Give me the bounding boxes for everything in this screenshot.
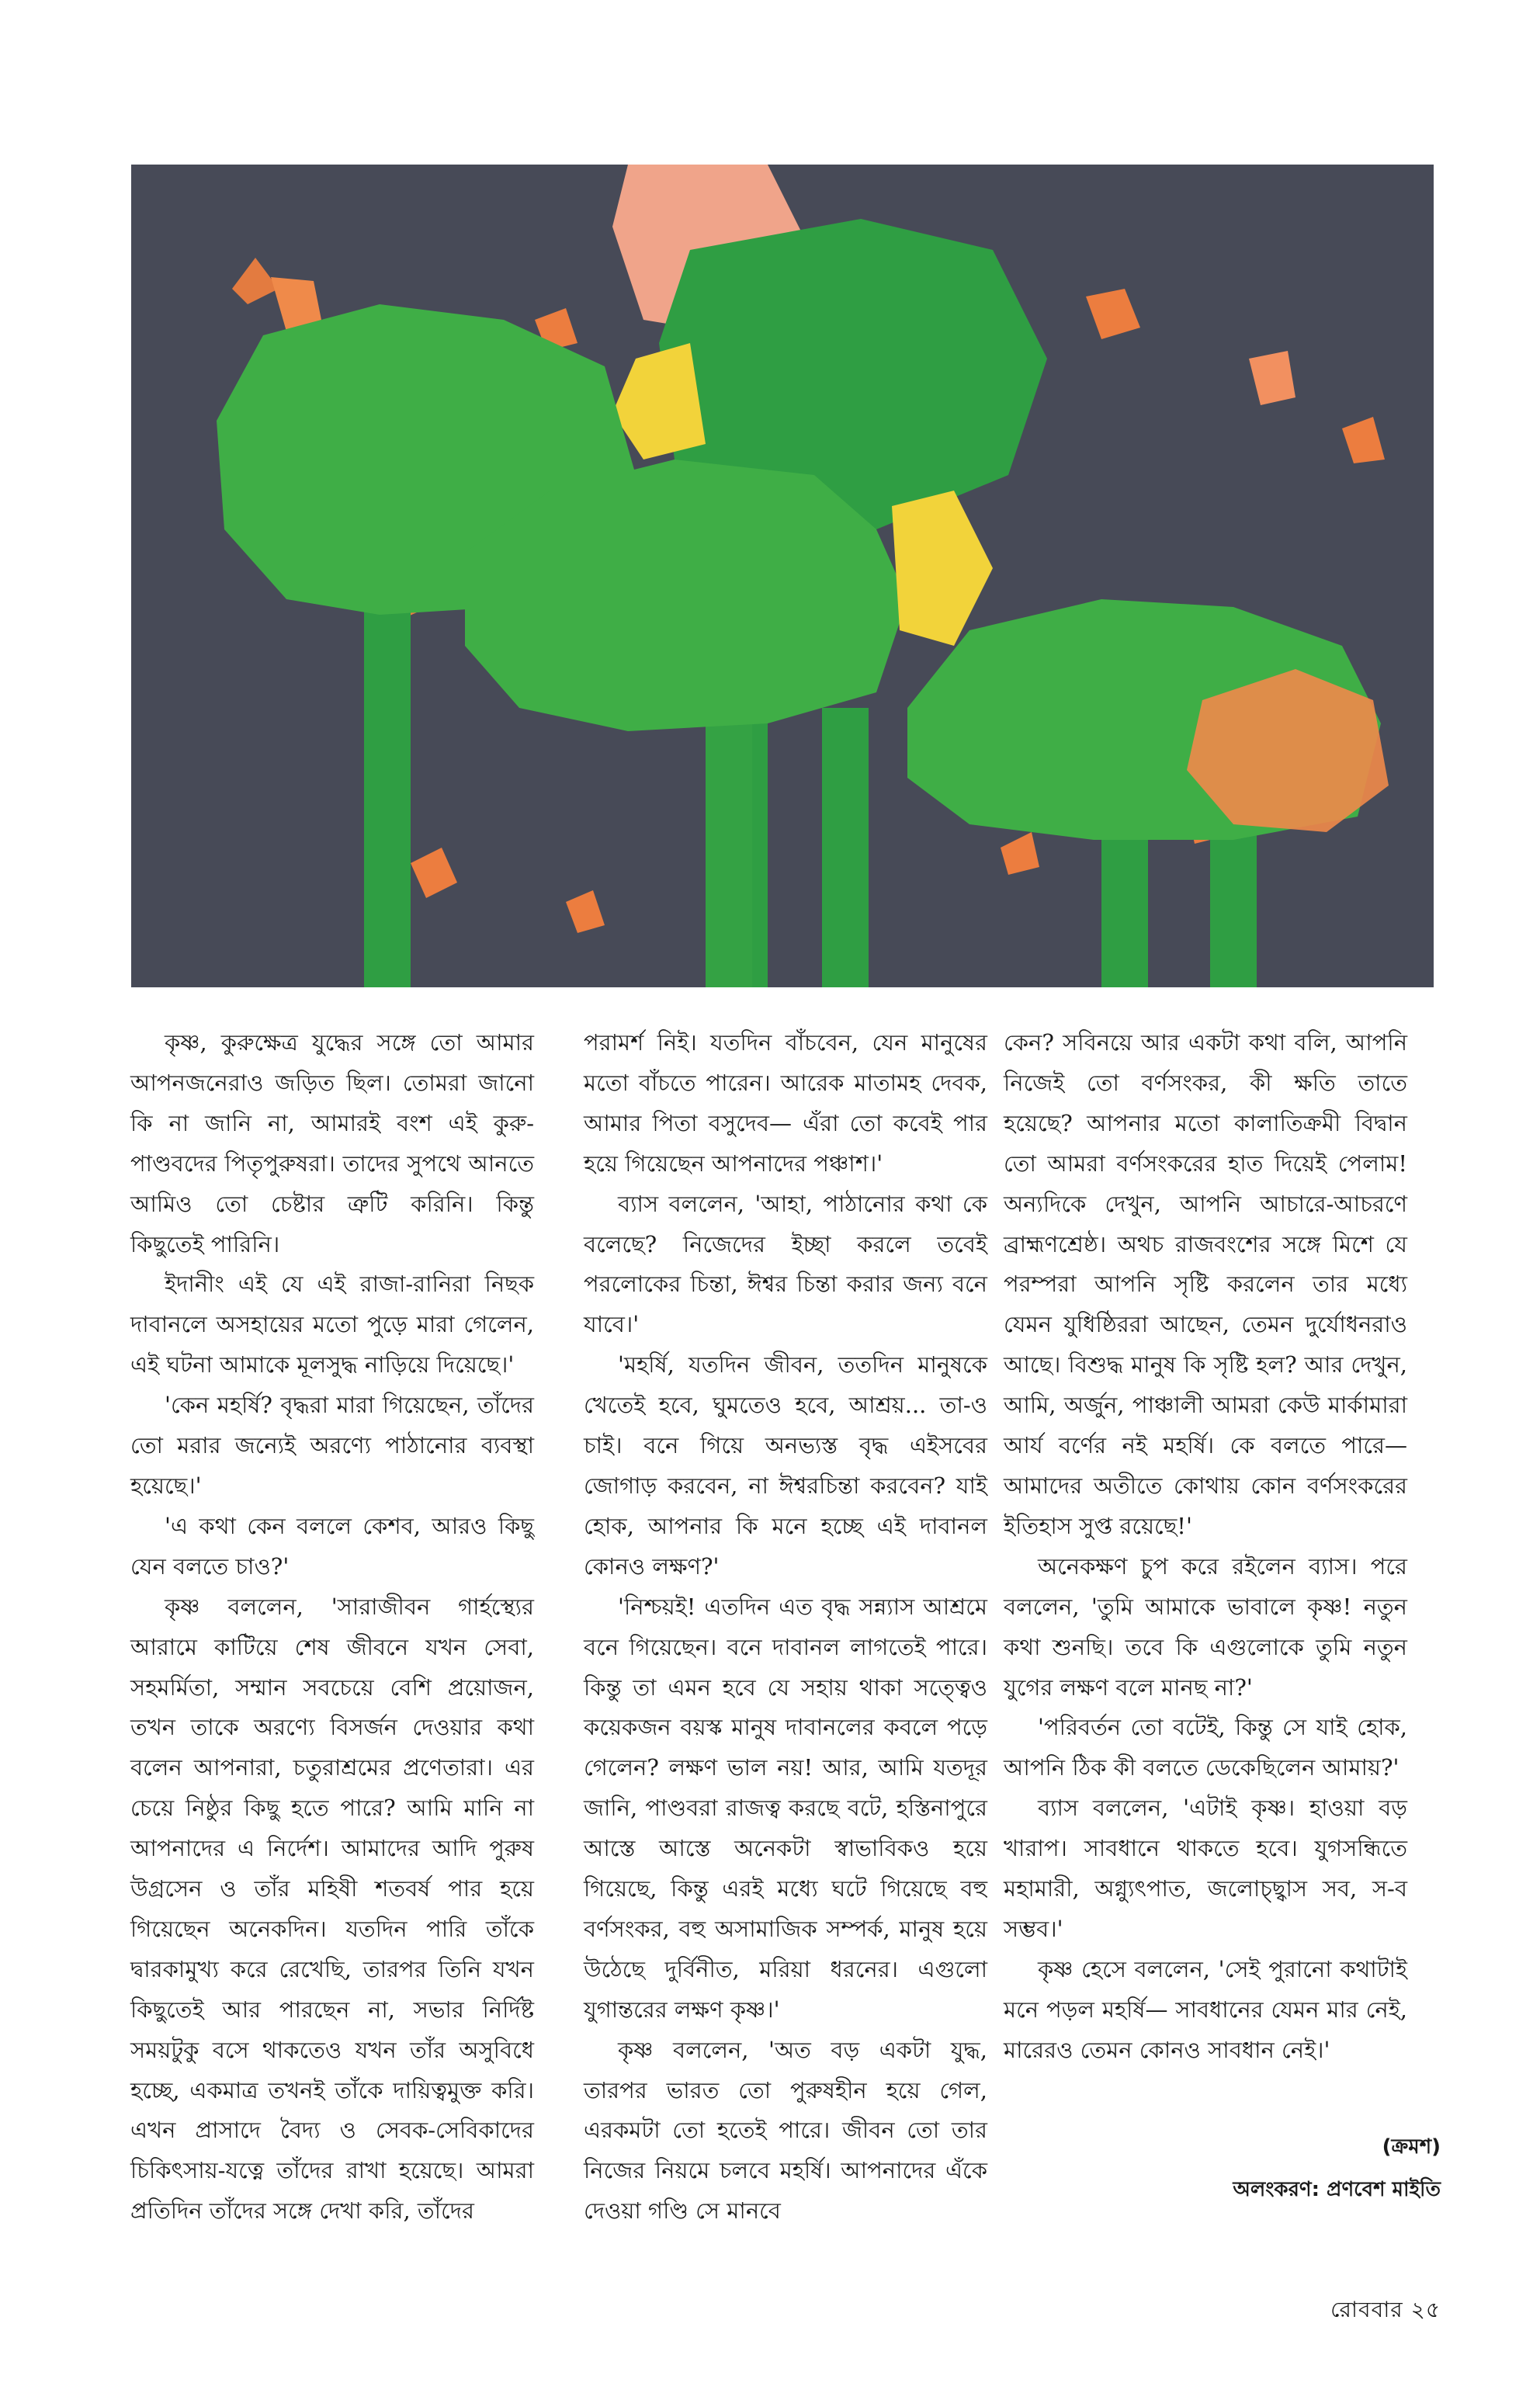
- article-body: [130, 1023, 1441, 2225]
- illustration-credit: অলংকরণ: প্রণবেশ মাইতি: [1233, 2178, 1441, 2201]
- paragraph: 'কেন মহর্ষি? বৃদ্ধরা মারা গিয়েছেন, তাঁদের তো মরার জন্যেই অরণ্যে পাঠানোর ব্যবস্থা হয়েছে।': [130, 1392, 534, 1499]
- orange-fragment: [1001, 832, 1039, 875]
- serial-continuation-note: (ক্রমশ): [1382, 2135, 1441, 2159]
- paragraph: ইদানীং এই যে এই রাজা-রানিরা নিছক দাবানলে অসহায়ের মতো পুড়ে মারা গেলেন, এই ঘটনা আমাকে মূলসুদ্ধ নাড়িয়ে দিয়েছে।': [130, 1271, 534, 1379]
- paragraph: কৃষ্ণ, কুরুক্ষেত্র যুদ্ধের সঙ্গে তো আমার আপনজনেরাও জড়িত ছিল। তোমরা জানো কি না জানি না, আমারই বংশ এই কুরু-পাণ্ডবদের পিতৃপুরুষরা। তাদের সুপথে আনতে আমিও তো চেষ্টার ত্রুটি করিনি। কিন্তু কিছুতেই পারিনি।: [130, 1029, 534, 1257]
- paragraph: কেন? সবিনয়ে আর একটা কথা বলি, আপনি নিজেই তো বর্ণসংকর, কী ক্ষতি তাতে হয়েছে? আপনার মতো কালাতিক্রমী বিদ্বান তো আমরা বর্ণসংকরের হাত দিয়েই পেলাম! অন্যদিকে দেখুন, আপনি আচারে-আচরণে ব্রাহ্মণশ্রেষ্ঠ। অথচ রাজবংশের সঙ্গে মিশে যে পরম্পরা আপনি সৃষ্টি করলেন তার মধ্যে যেমন যুধিষ্ঠিররা আছেন, তেমন দুর্যোধনরাও আছে। বিশুদ্ধ মানুষ কি সৃষ্টি হল? আর দেখুন, আমি, অর্জুন, পাঞ্চালী আমরা কেউ মার্কামারা আর্য বর্ণের নই মহর্ষি। কে বলতে পারে— আমাদের অতীতে কোথায় কোন বর্ণসংকরের ইতিহাস সুপ্ত রয়েছে!': [1004, 1029, 1407, 1539]
- paragraph: 'এ কথা কেন বললে কেশব, আরও কিছু যেন বলতে চাও?': [130, 1512, 534, 1580]
- illustration-artwork: [131, 165, 1434, 987]
- paragraph: কৃষ্ণ বললেন, 'সারাজীবন গার্হস্থ্যের আরামে কাটিয়ে শেষ জীবনে যখন সেবা, সহমর্মিতা, সম্মান সবচেয়ে বেশি প্রয়োজন, তখন তাকে অরণ্যে বিসর্জন দেওয়ার কথা বলেন আপনারা, চতুরাশ্রমের প্রণেতারা। এর চেয়ে নিষ্ঠুর কিছু হতে পারে? আমি মানি না আপনাদের এ নির্দেশ। আমাদের আদি পুরুষ উগ্রসেন ও তাঁর মহিষী শতবর্ষ পার হয়ে গিয়েছেন অনেকদিন। যতদিন পারি তাঁকে দ্বারকামুখ্য করে রেখেছি, তারপর তিনি যখন কিছুতেই আর পারছেন না, সভার নির্দিষ্ট সময়টুকু বসে থাকতেও যখন তাঁর অসুবিধে হচ্ছে, একমাত্র তখনই তাঁকে দায়িত্বমুক্ত করি। এখন প্রাসাদে বৈদ্য ও সেবক-সেবিকাদের চিকিৎসায়-যত্নে তাঁদের রাখা হয়েছে। আমরা প্রতিদিন তাঁদের সঙ্গে দেখা করি, তাঁদের: [130, 1593, 534, 2225]
- paragraph: অনেকক্ষণ চুপ করে রইলেন ব্যাস। পরে বললেন, 'তুমি আমাকে ভাবালে কৃষ্ণ! নতুন কথা শুনছি। তবে কি এগুলোকে তুমি নতুন যুগের লক্ষণ বলে মানছ না?': [1004, 1552, 1407, 1701]
- page-folio: রোববার ২৫: [1330, 2297, 1441, 2322]
- paragraph: কৃষ্ণ হেসে বললেন, 'সেই পুরানো কথাটাই মনে পড়ল মহর্ষি— সাবধানের যেমন মার নেই, মারেরও তেমন কোনও সাবধান নেই।': [1004, 1955, 1407, 2063]
- yellow-patch: [612, 343, 706, 460]
- paragraph: 'নিশ্চয়ই! এতদিন এত বৃদ্ধ সন্ন্যাস আশ্রমে বনে গিয়েছেন। বনে দাবানল লাগতেই পারে। কিন্তু তা এমন হবে যে সহায় থাকা সত্ত্বেও কয়েকজন বয়স্ক মানুষ দাবানলের কবলে পড়ে গেলেন? লক্ষণ ভাল নয়! আর, আমি যতদূর জানি, পাণ্ডবরা রাজত্ব করছে বটে, হস্তিনাপুরে আস্তে আস্তে অনেকটা স্বাভাবিকও হয়ে গিয়েছে, কিন্তু এরই মধ্যে ঘটে গিয়েছে বহু বর্ণসংকর, বহু অসামাজিক সম্পর্ক, মানুষ হয়ে উঠেছে দুর্বিনীত, মরিয়া ধরনের। এগুলো যুগান্তরের লক্ষণ কৃষ্ণ।': [584, 1593, 987, 2023]
- tree-trunk: [822, 708, 869, 987]
- orange-fragment: [1249, 351, 1295, 405]
- tree-trunk: [364, 599, 411, 987]
- article-column-1: [130, 1023, 534, 2232]
- paragraph: 'পরিবর্তন তো বটেই, কিন্তু সে যাই হোক, আপনি ঠিক কী বলতে ডেকেছিলেন আমায়?': [1004, 1714, 1407, 1781]
- orange-fragment: [1342, 417, 1385, 463]
- paragraph: ব্যাস বললেন, 'আহা, পাঠানোর কথা কে বলেছে? নিজেদের ইচ্ছা করলে তবেই পরলোকের চিন্তা, ঈশ্বর চিন্তা করার জন্য বনে যাবে।': [584, 1190, 987, 1338]
- orange-fragment: [411, 848, 457, 898]
- paper-collage-trees: [131, 165, 1434, 987]
- orange-fragment: [1086, 289, 1140, 339]
- paragraph: কৃষ্ণ বললেন, 'অত বড় একটা যুদ্ধ, তারপর ভারত তো পুরুষহীন হয়ে গেল, এরকমটা তো হতেই পারে। জীবন তো তার নিজের নিয়মে চলবে মহর্ষি। আপনাদের এঁকে দেওয়া গণ্ডি সে মানবে: [584, 2036, 987, 2225]
- yellow-patch: [892, 491, 993, 646]
- orange-fragment: [566, 890, 605, 933]
- article-column-3: [1004, 1023, 1407, 2071]
- tree-trunk: [706, 708, 752, 987]
- article-column-2: [584, 1023, 987, 2232]
- paragraph: পরামর্শ নিই। যতদিন বাঁচবেন, যেন মানুষের মতো বাঁচতে পারেন। আরেক মাতামহ দেবক, আমার পিতা বসুদেব— এঁরা তো কবেই পার হয়ে গিয়েছেন আপনাদের পঞ্চাশ।': [584, 1029, 987, 1177]
- orange-fragment: [232, 258, 279, 304]
- paragraph: ব্যাস বললেন, 'এটাই কৃষ্ণ। হাওয়া বড় খারাপ। সাবধানে থাকতে হবে। যুগসন্ধিতে মহামারী, অগ্ন্যুৎপাত, জলোচ্ছ্বাস সব, স-ব সম্ভব।': [1004, 1795, 1407, 1942]
- paragraph: 'মহর্ষি, যতদিন জীবন, ততদিন মানুষকে খেতেই হবে, ঘুমতেও হবে, আশ্রয়... তা-ও চাই। বনে গিয়ে অনভ্যস্ত বৃদ্ধ এইসবের জোগাড় করবেন, না ঈশ্বরচিন্তা করবেন? যাই হোক, আপনার কি মনে হচ্ছে এই দাবানল কোনও লক্ষণ?': [584, 1351, 987, 1580]
